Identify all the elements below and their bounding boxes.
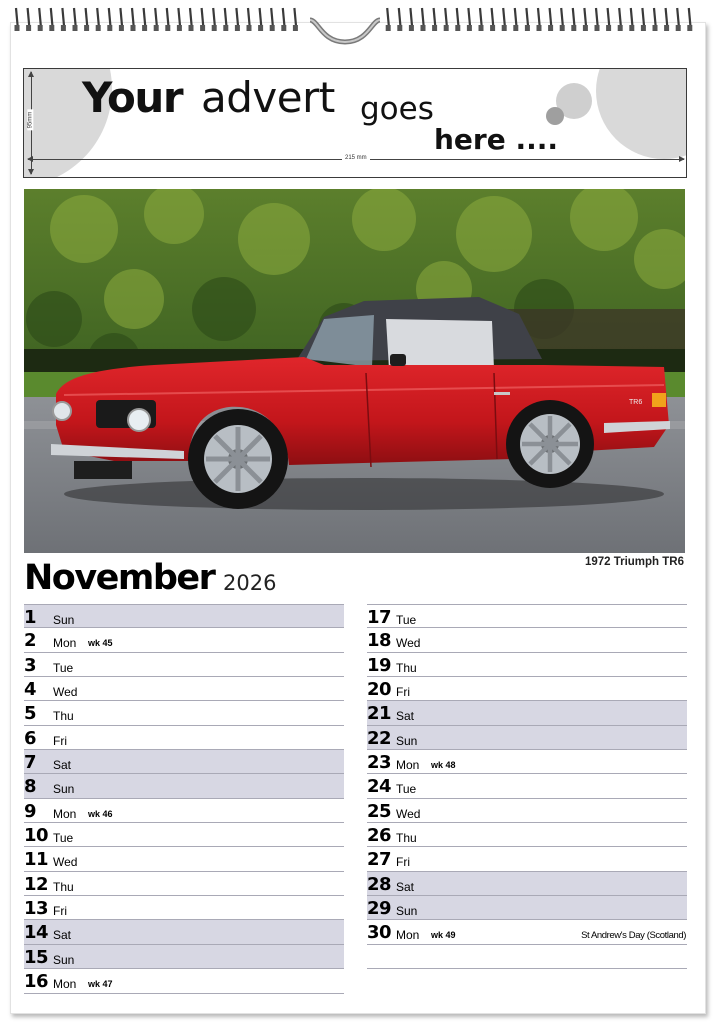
- day-row: [367, 799, 687, 823]
- day-name: Sun: [53, 952, 75, 967]
- day-name: Sun: [396, 733, 418, 748]
- day-row: [24, 823, 344, 847]
- day-row: [367, 774, 687, 798]
- day-name: Sat: [396, 709, 415, 724]
- day-name: Sun: [53, 613, 75, 627]
- advert-headline: advert: [201, 73, 335, 122]
- day-name: Tue: [53, 660, 74, 675]
- day-row: [367, 701, 687, 725]
- week-number: wk 46: [88, 808, 113, 819]
- day-row: [24, 896, 344, 920]
- day-number: 2: [24, 630, 37, 652]
- week-number: wk 48: [431, 760, 456, 771]
- day-row: [24, 726, 344, 750]
- day-name: Mon: [396, 928, 420, 943]
- day-number: 24: [367, 776, 392, 798]
- day-number: 4: [24, 679, 37, 701]
- day-number: 14: [24, 922, 49, 944]
- day-row: [24, 920, 344, 944]
- day-row: [24, 945, 344, 969]
- day-number: 20: [367, 679, 392, 701]
- day-row: [367, 872, 687, 896]
- day-row: [24, 872, 344, 896]
- day-row: [367, 726, 687, 750]
- advert-headline-bold: Your: [82, 73, 183, 122]
- day-name: Mon: [53, 977, 77, 992]
- day-name: Sun: [53, 782, 75, 797]
- day-row: [367, 847, 687, 871]
- day-name: Sat: [53, 758, 72, 773]
- day-name: Mon: [53, 806, 77, 821]
- days-column-left: [24, 604, 344, 994]
- day-row: [24, 604, 344, 628]
- day-number: 11: [24, 849, 49, 871]
- day-name: Wed: [396, 636, 421, 651]
- day-name: Tue: [53, 831, 74, 846]
- rear-wheel: [506, 400, 594, 488]
- day-row: [24, 847, 344, 871]
- day-name: Sat: [53, 928, 72, 943]
- year: 2026: [223, 571, 277, 595]
- day-name: Sun: [396, 904, 418, 919]
- day-number: 1: [24, 607, 37, 628]
- day-number: 17: [367, 607, 392, 628]
- tr6-badge: TR6: [629, 399, 643, 406]
- day-name: Wed: [53, 685, 78, 700]
- day-number: 19: [367, 654, 392, 676]
- day-number: 21: [367, 703, 392, 725]
- day-row: [24, 774, 344, 798]
- day-name: Tue: [396, 782, 417, 797]
- day-name: Fri: [396, 685, 410, 700]
- day-row: [367, 604, 687, 628]
- day-number: 10: [24, 825, 49, 847]
- day-number: 16: [24, 971, 49, 993]
- day-name: Fri: [396, 855, 410, 870]
- photo-caption: 1972 Triumph TR6: [584, 556, 684, 568]
- advert-line-here: here ....: [434, 123, 559, 156]
- month-name: November: [24, 558, 215, 598]
- day-number: 29: [367, 898, 392, 920]
- day-number: 13: [24, 898, 49, 920]
- day-number: 18: [367, 630, 392, 652]
- day-number: 27: [367, 849, 392, 871]
- wire-binding: [0, 0, 714, 48]
- week-number: wk 45: [88, 638, 113, 649]
- day-row: [367, 823, 687, 847]
- day-number: 15: [24, 946, 49, 968]
- holiday-label: St Andrew's Day (Scotland): [581, 930, 686, 942]
- day-name: Mon: [396, 758, 420, 773]
- day-name: Thu: [396, 831, 417, 846]
- day-number: 12: [24, 873, 49, 895]
- week-number: wk 49: [431, 930, 456, 941]
- day-number: 3: [24, 654, 37, 676]
- day-number: 6: [24, 727, 37, 749]
- day-number: 30: [367, 922, 392, 944]
- day-row: [367, 677, 687, 701]
- day-name: Thu: [396, 660, 417, 675]
- day-number: 5: [24, 703, 37, 725]
- day-row: [24, 677, 344, 701]
- day-row: [367, 945, 687, 969]
- day-row: [24, 701, 344, 725]
- day-row: [367, 628, 687, 652]
- day-number: 25: [367, 800, 392, 822]
- day-name: Fri: [53, 733, 67, 748]
- day-number: 22: [367, 727, 392, 749]
- day-name: Fri: [53, 904, 67, 919]
- day-name: Wed: [396, 806, 421, 821]
- day-row: [24, 969, 344, 993]
- day-name: Thu: [53, 879, 74, 894]
- day-row: [367, 920, 687, 944]
- day-row: [367, 653, 687, 677]
- day-number: 26: [367, 825, 392, 847]
- day-number: 9: [24, 800, 37, 822]
- day-row: [24, 653, 344, 677]
- advert-line-goes: goes: [360, 91, 434, 127]
- day-name: Mon: [53, 636, 77, 651]
- day-name: Sat: [396, 879, 415, 894]
- day-name: Thu: [53, 709, 74, 724]
- day-number: 8: [24, 776, 37, 798]
- day-row: [24, 628, 344, 652]
- day-number: 23: [367, 752, 392, 774]
- week-number: wk 47: [88, 979, 113, 990]
- height-dimension-label: 95mm: [27, 111, 34, 129]
- day-number: 7: [24, 752, 37, 774]
- day-row: [367, 896, 687, 920]
- day-row: [24, 750, 344, 774]
- day-name: Wed: [53, 855, 78, 870]
- front-wheel: [188, 409, 288, 509]
- day-row: [24, 799, 344, 823]
- day-name: Tue: [396, 613, 417, 627]
- width-dimension-label: 215 mm: [342, 155, 370, 161]
- advert-placeholder: [23, 68, 687, 178]
- day-number: 28: [367, 873, 392, 895]
- days-column-right: [367, 604, 687, 969]
- day-row: [367, 750, 687, 774]
- car-photo: [24, 189, 685, 553]
